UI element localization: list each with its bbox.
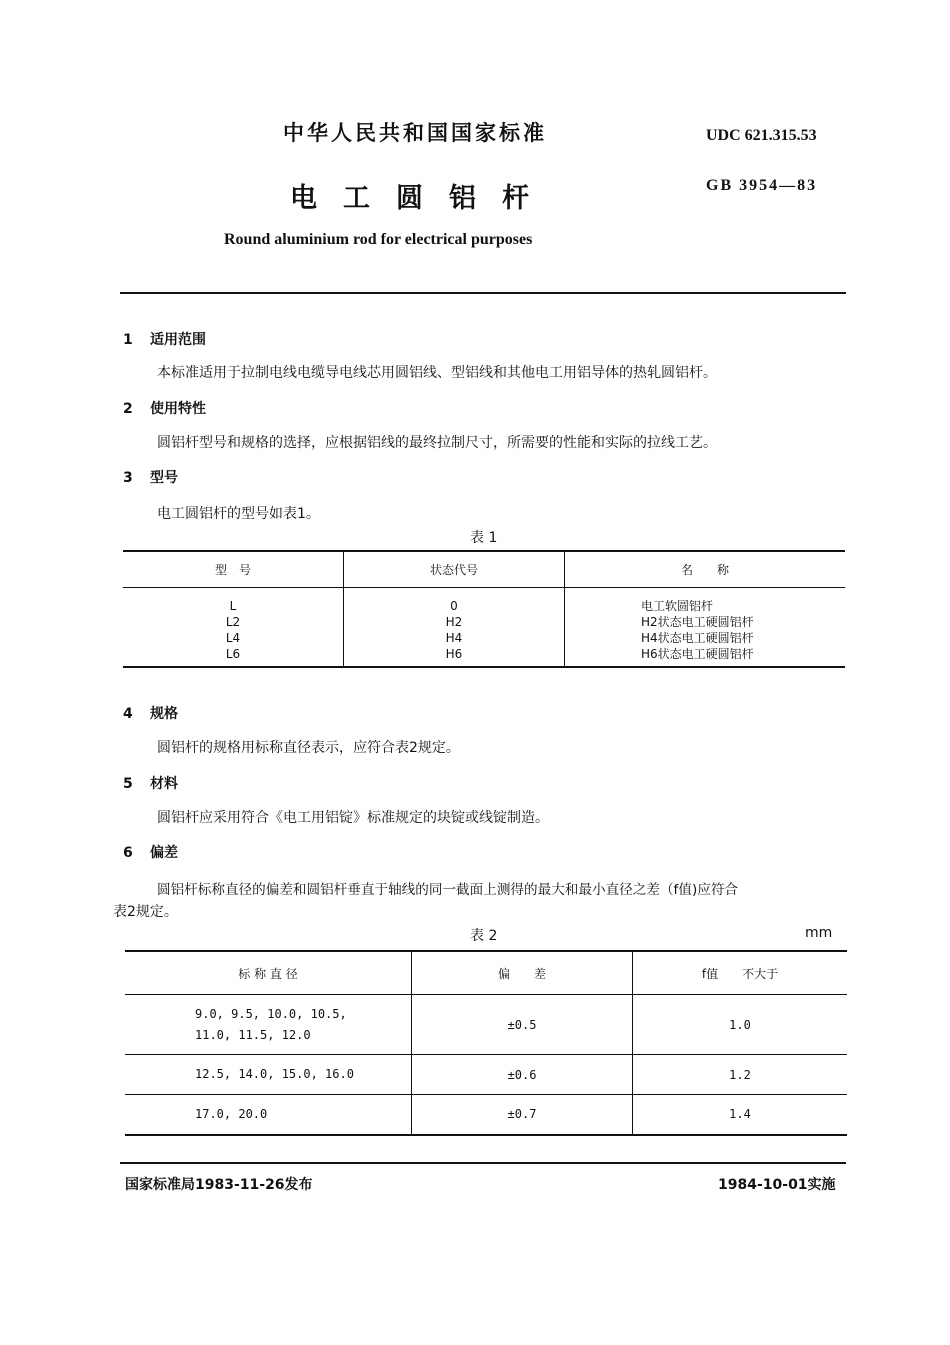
section-number: 3 bbox=[123, 470, 133, 486]
table-cell: 电工软圆铝杆 bbox=[641, 599, 714, 613]
table-cell: 1.0 bbox=[633, 995, 848, 1055]
table-header: 名 称 bbox=[565, 551, 846, 588]
standard-org-title: 中华人民共和国国家标准 bbox=[283, 121, 547, 145]
table-header: 偏 差 bbox=[412, 951, 633, 995]
section-5-text: 圆铝杆应采用符合《电工用铝锭》标准规定的块锭或线锭制造。 bbox=[157, 810, 549, 826]
table-cell: H2 bbox=[445, 615, 463, 629]
model-column bbox=[123, 588, 344, 668]
diameter-line: 9.0, 9.5, 10.0, 10.5, bbox=[195, 1006, 347, 1021]
english-title: Round aluminium rod for electrical purposes bbox=[224, 231, 533, 248]
table-cell: H2状态电工硬圆铝杆 bbox=[641, 615, 754, 629]
table-row bbox=[125, 1095, 847, 1135]
section-title: 材料 bbox=[150, 776, 178, 792]
table-cell: H4状态电工硬圆铝杆 bbox=[641, 631, 754, 645]
section-4-text: 圆铝杆的规格用标称直径表示，应符合表2规定。 bbox=[157, 740, 460, 756]
table-cell: 17.0, 20.0 bbox=[195, 1106, 268, 1121]
header-rule bbox=[120, 292, 846, 294]
section-2-text: 圆铝杆型号和规格的选择，应根据铝线的最终拉制尺寸，所需要的性能和实际的拉线工艺。 bbox=[157, 435, 717, 451]
table-row bbox=[125, 1055, 847, 1095]
code-column bbox=[344, 588, 565, 668]
section-4-heading bbox=[123, 703, 178, 723]
section-number: 1 bbox=[123, 332, 133, 348]
table-cell: L6 bbox=[225, 647, 241, 661]
footer-rule bbox=[120, 1162, 846, 1164]
effective-date: 1984-10-01实施 bbox=[718, 1177, 836, 1193]
table-cell: H6状态电工硬圆铝杆 bbox=[641, 647, 754, 661]
section-number: 4 bbox=[123, 706, 133, 722]
section-number: 6 bbox=[123, 845, 133, 861]
section-1-heading bbox=[123, 329, 206, 349]
table-1 bbox=[123, 550, 845, 668]
table-row bbox=[125, 995, 847, 1055]
section-1-text: 本标准适用于拉制电线电缆导电线芯用圆铝线、型铝线和其他电工用铝导体的热轧圆铝杆。 bbox=[157, 365, 717, 381]
section-title: 型号 bbox=[150, 470, 178, 486]
table-cell: 12.5, 14.0, 15.0, 16.0 bbox=[125, 1055, 412, 1095]
table-cell: L2 bbox=[225, 615, 241, 629]
table-cell: L bbox=[229, 599, 237, 613]
section-title: 偏差 bbox=[150, 845, 178, 861]
section-6-text-line1: 圆铝杆标称直径的偏差和圆铝杆垂直于轴线的同一截面上测得的最大和最小直径之差（f值)应符合 bbox=[157, 882, 739, 898]
table-2-caption: 表 2 bbox=[470, 928, 498, 944]
issue-date: 国家标准局1983-11-26发布 bbox=[125, 1177, 313, 1193]
table-cell: 0 bbox=[450, 599, 458, 613]
section-title: 规格 bbox=[150, 706, 178, 722]
section-number: 5 bbox=[123, 776, 133, 792]
table-cell: H6 bbox=[445, 647, 463, 661]
section-title: 适用范围 bbox=[150, 332, 206, 348]
table-header: 标 称 直 径 bbox=[125, 951, 412, 995]
table-cell bbox=[125, 995, 412, 1055]
table-cell: L4 bbox=[225, 631, 241, 645]
section-number: 2 bbox=[123, 401, 133, 417]
section-title: 使用特性 bbox=[150, 401, 206, 417]
section-5-heading bbox=[123, 773, 178, 793]
table-cell: 1.4 bbox=[633, 1095, 848, 1135]
table-cell: ±0.7 bbox=[412, 1095, 633, 1135]
name-column bbox=[565, 588, 846, 668]
table-2 bbox=[125, 950, 847, 1136]
section-6-heading bbox=[123, 842, 178, 862]
diameter-line: 11.0, 11.5, 12.0 bbox=[195, 1027, 311, 1042]
table-2-unit: mm bbox=[805, 925, 833, 941]
table-header: f值 不大于 bbox=[633, 951, 848, 995]
gb-code: GB 3954—83 bbox=[706, 177, 818, 194]
table-cell: H4 bbox=[445, 631, 463, 645]
section-3-text: 电工圆铝杆的型号如表1。 bbox=[157, 506, 320, 522]
section-3-heading bbox=[123, 467, 178, 487]
section-6-text-line2: 表2规定。 bbox=[113, 904, 178, 920]
table-header: 状态代号 bbox=[344, 551, 565, 588]
section-2-heading bbox=[123, 398, 206, 418]
table-cell: ±0.6 bbox=[412, 1055, 633, 1095]
table-cell: ±0.5 bbox=[412, 995, 633, 1055]
table-header: 型 号 bbox=[123, 551, 344, 588]
udc-code: UDC 621.315.53 bbox=[706, 127, 817, 144]
table-cell: 1.2 bbox=[633, 1055, 848, 1095]
table-1-caption: 表 1 bbox=[470, 530, 498, 546]
document-title: 电工圆铝杆 bbox=[290, 183, 555, 214]
